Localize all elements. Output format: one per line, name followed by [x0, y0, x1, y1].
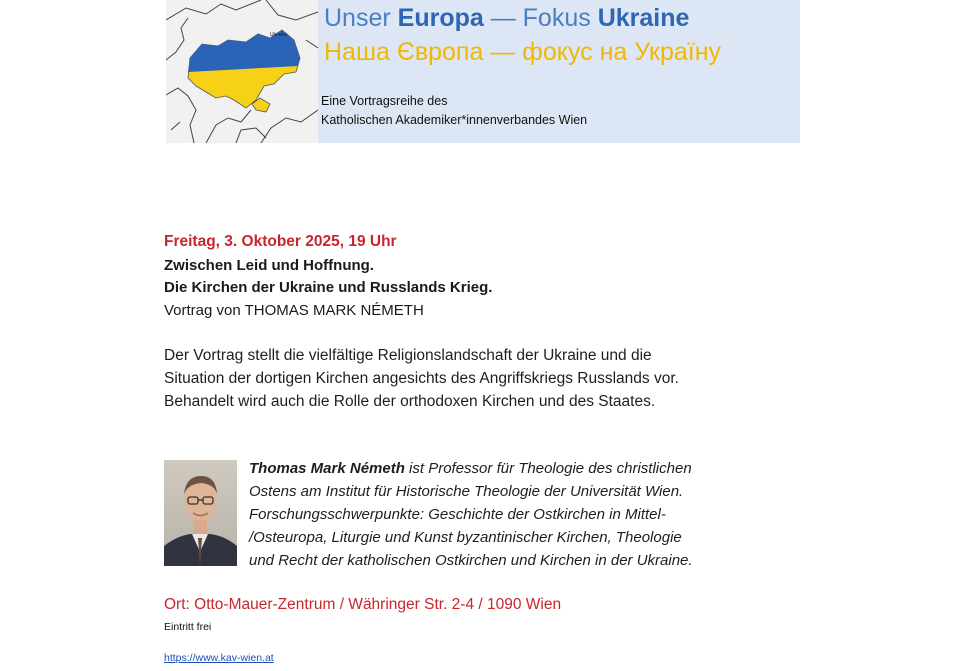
bio-line: Thomas Mark Németh ist Professor für Theologie des christlichen — [249, 460, 692, 477]
admission-note: Eintritt frei — [164, 621, 212, 633]
website-link[interactable]: https://www.kav-wien.at — [164, 652, 274, 664]
series-line-2: Katholischen Akademiker*innenverbandes Wien — [321, 113, 588, 127]
banner-title-ukrainian: Наша Європа — фокус на Україну — [324, 38, 722, 66]
bio-line: Forschungsschwerpunkte: Geschichte der Ostkirchen in Mittel- — [249, 506, 666, 523]
banner-title-german: Unser Europa — Fokus Ukraine — [324, 4, 690, 32]
bio-line: /Osteuropa, Liturgie und Kunst byzantinischer Kirchen, Theologie — [249, 529, 682, 546]
event-speaker: Vortrag von THOMAS MARK NÉMETH — [164, 302, 424, 319]
event-description-line: Situation der dortigen Kirchen angesichts des Angriffskriegs Russlands vor. — [164, 370, 679, 387]
event-venue: Ort: Otto-Mauer-Zentrum / Währinger Str. 2-4 / 1090 Wien — [164, 596, 562, 613]
series-line-1: Eine Vortragsreihe des — [321, 94, 448, 108]
event-description-line: Der Vortrag stellt die vielfältige Religionslandschaft der Ukraine und die — [164, 347, 652, 364]
speaker-photo — [164, 460, 237, 566]
bio-line: Ostens am Institut für Historische Theologie der Universität Wien. — [249, 483, 684, 500]
bio-line: und Recht der katholischen Ostkirchen und Kirchen in der Ukraine. — [249, 552, 693, 569]
event-title-line-2: Die Kirchen der Ukraine und Russlands Krieg. — [164, 279, 493, 296]
event-title-line-1: Zwischen Leid und Hoffnung. — [164, 257, 374, 274]
map-label: Ukraine — [270, 32, 288, 38]
speaker-name: Thomas Mark Németh — [249, 460, 405, 477]
ukraine-map-image — [166, 0, 318, 143]
event-date: Freitag, 3. Oktober 2025, 19 Uhr — [164, 233, 397, 250]
event-description-line: Behandelt wird auch die Rolle der orthodoxen Kirchen und des Staates. — [164, 393, 656, 410]
